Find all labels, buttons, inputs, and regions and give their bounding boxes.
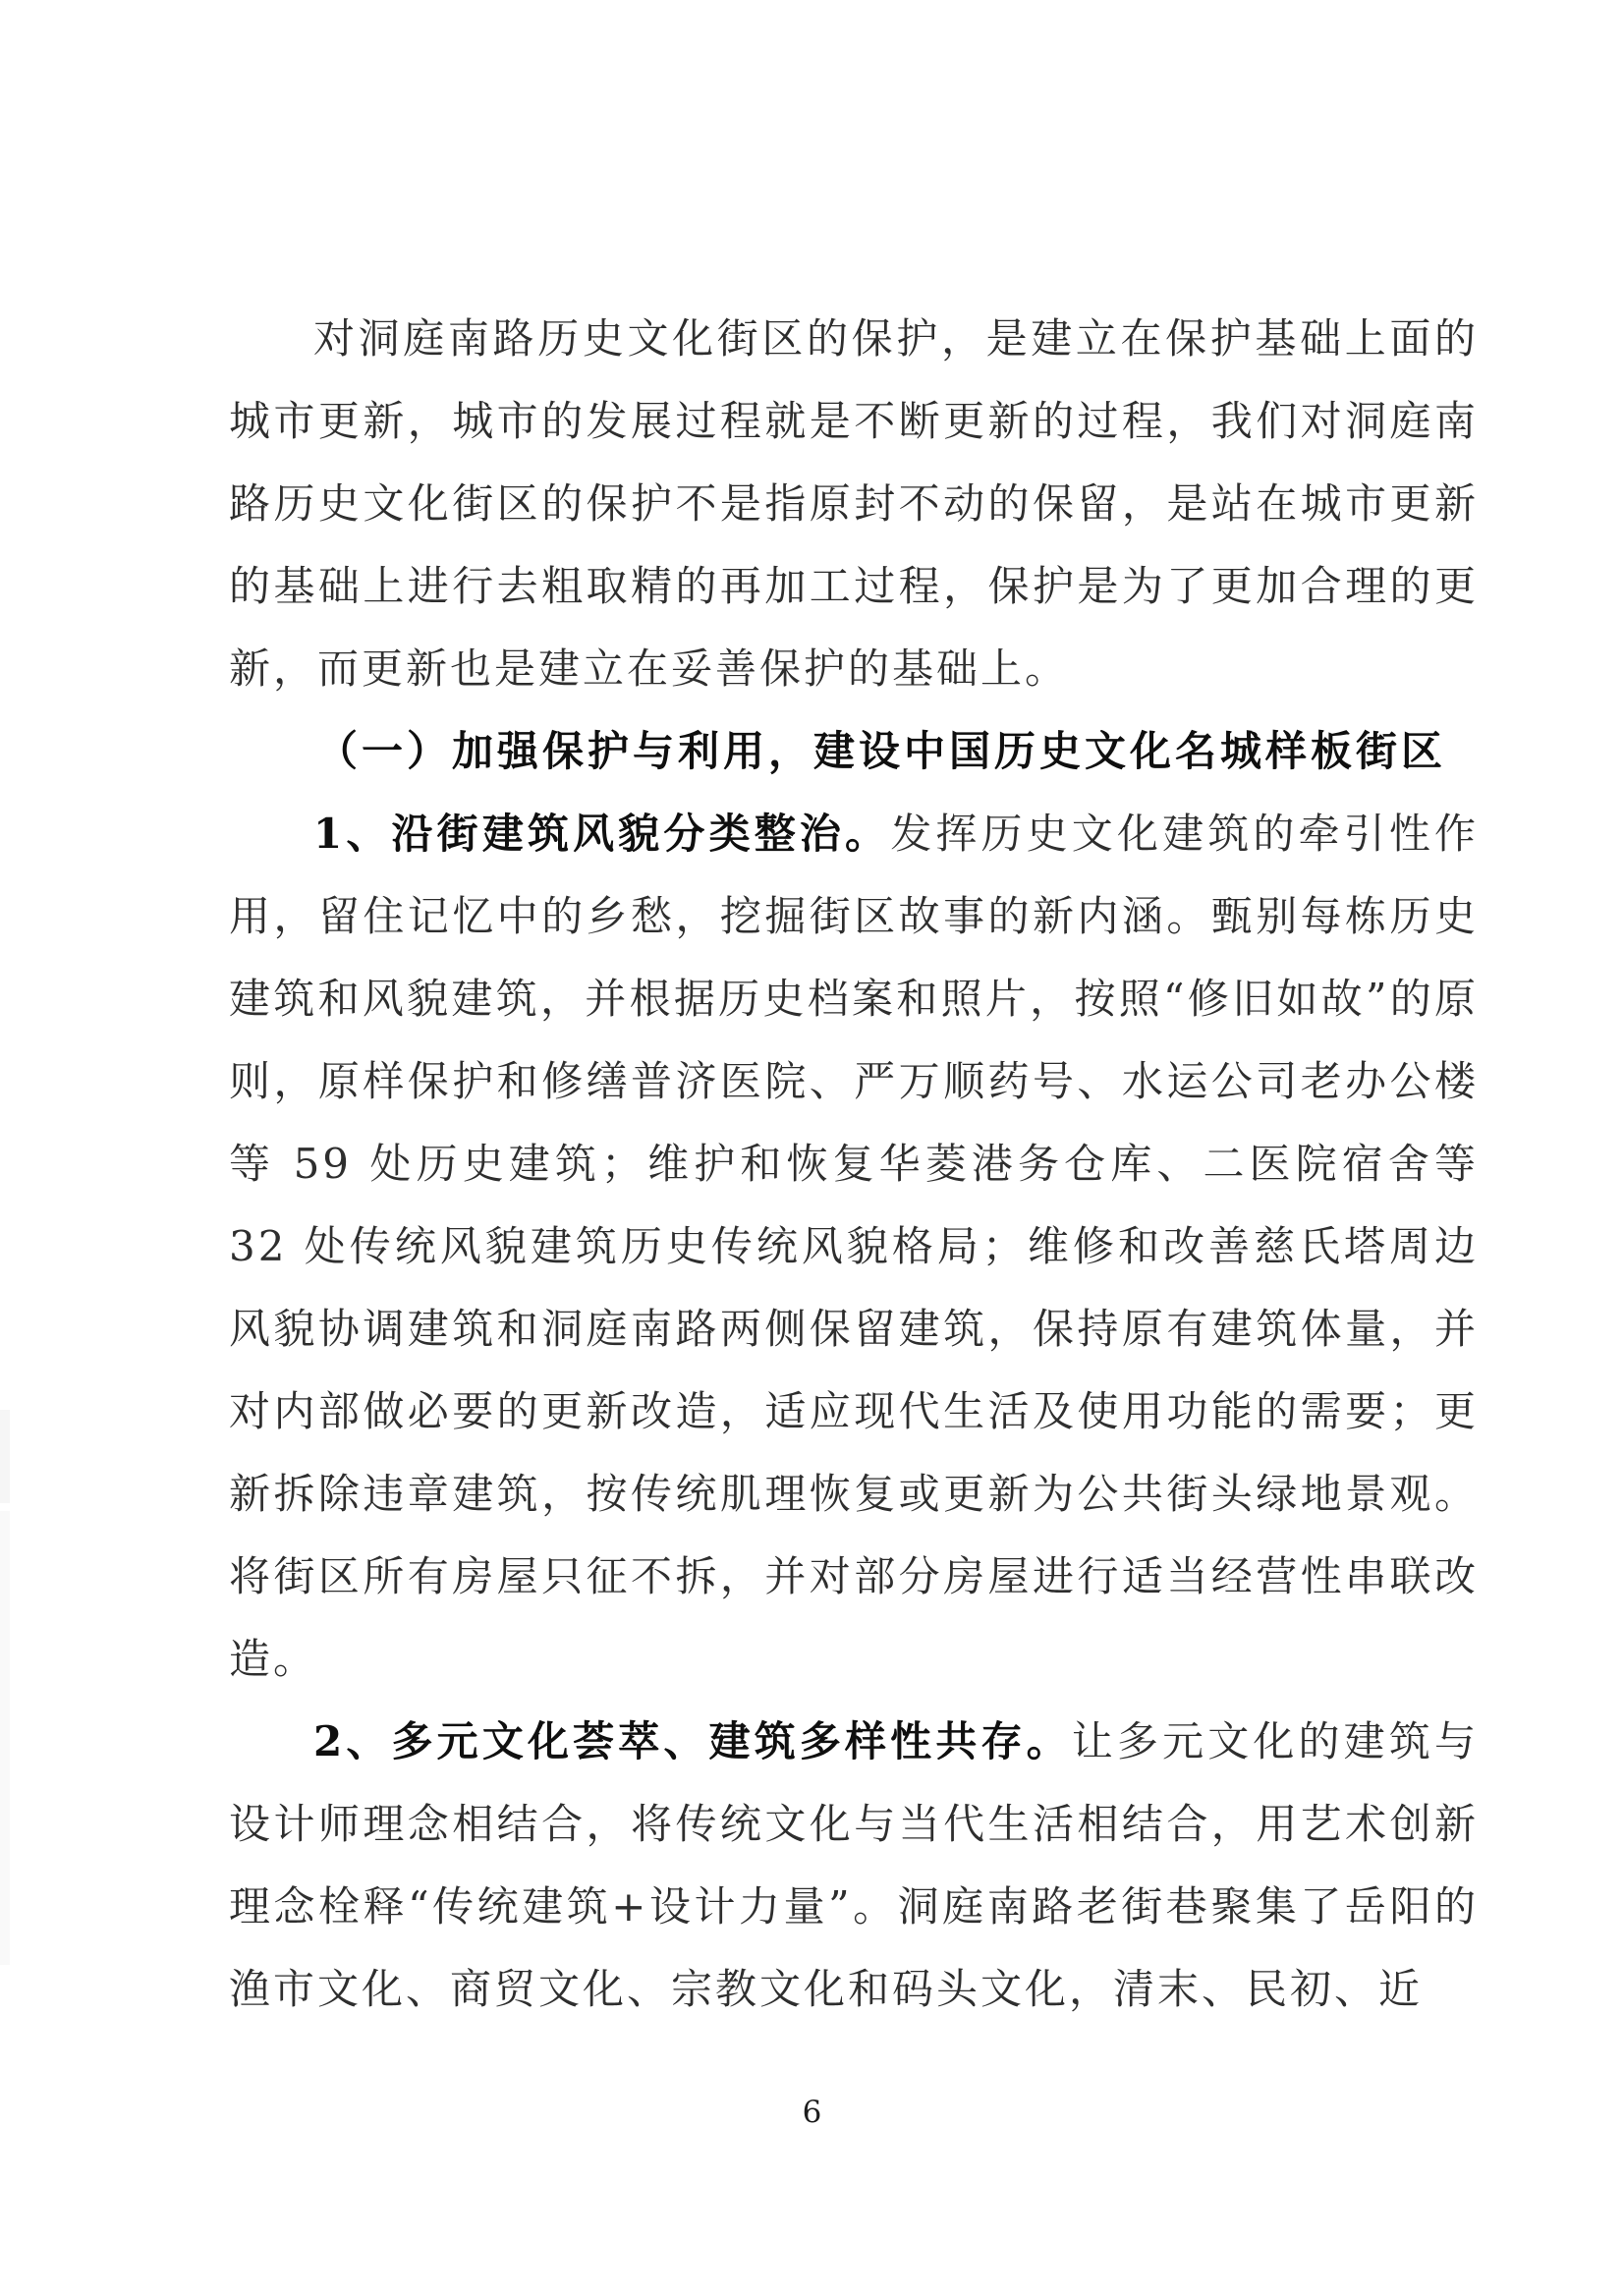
numbered-paragraph-1 — [229, 793, 1479, 1701]
numbered-paragraph-2-lead: 2、多元文化荟萃、建筑多样性共存。 — [313, 1717, 1072, 1765]
intro-paragraph — [229, 298, 1479, 710]
intro-paragraph-text: 对洞庭南路历史文化街区的保护，是建立在保护基础上面的城市更新，城市的发展过程就是不断更新的过程，我们对洞庭南路历史文化街区的保护不是指原封不动的保留，是站在城市更新的基础上进行去粗取精的再加工过程，保护是为了更加合理的更新，而更新也是建立在妥善保护的基础上。 — [229, 314, 1479, 693]
scan-artifact-bottom — [0, 1511, 10, 1965]
numbered-paragraph-2-text: 让多元文化的建筑与设计师理念相结合，将传统文化与当代生活相结合，用艺术创新理念栓释“传统建筑+设计力量”。洞庭南路老街巷聚集了岳阳的渔市文化、商贸文化、宗教文化和码头文化，清末、民初、近 — [229, 1717, 1479, 2013]
text-block — [229, 298, 1479, 2031]
page-number: 6 — [802, 2095, 822, 2130]
numbered-paragraph-2 — [229, 1701, 1479, 2031]
section-heading: （一）加强保护与利用，建设中国历史文化名城样板街区 — [316, 727, 1447, 775]
numbered-paragraph-1-text: 发挥历史文化建筑的牵引性作用，留住记忆中的乡愁，挖掘街区故事的新内涵。甄别每栋历史建筑和风貌建筑，并根据历史档案和照片，按照“修旧如故”的原则，原样保护和修缮普济医院、严万顺药号、水运公司老办公楼等 59 处历史建筑；维护和恢复华菱港务仓库、二医院宿舍等 32 处传统风貌建筑历史传统风貌格局；维修和改善慈氏塔周边风貌协调建筑和洞庭南路两侧保留建筑，保持原有建筑体量，并对内部做必要的更新改造，适应现代生活及使用功能的需要；更新拆除违章建筑，按传统肌理恢复或更新为公共街头绿地景观。将街区所有房屋只征不拆，并对部分房屋进行适当经营性串联改造。 — [229, 810, 1479, 1683]
scan-artifact-top — [0, 1410, 10, 1503]
numbered-paragraph-1-lead: 1、沿街建筑风貌分类整治。 — [313, 810, 891, 858]
